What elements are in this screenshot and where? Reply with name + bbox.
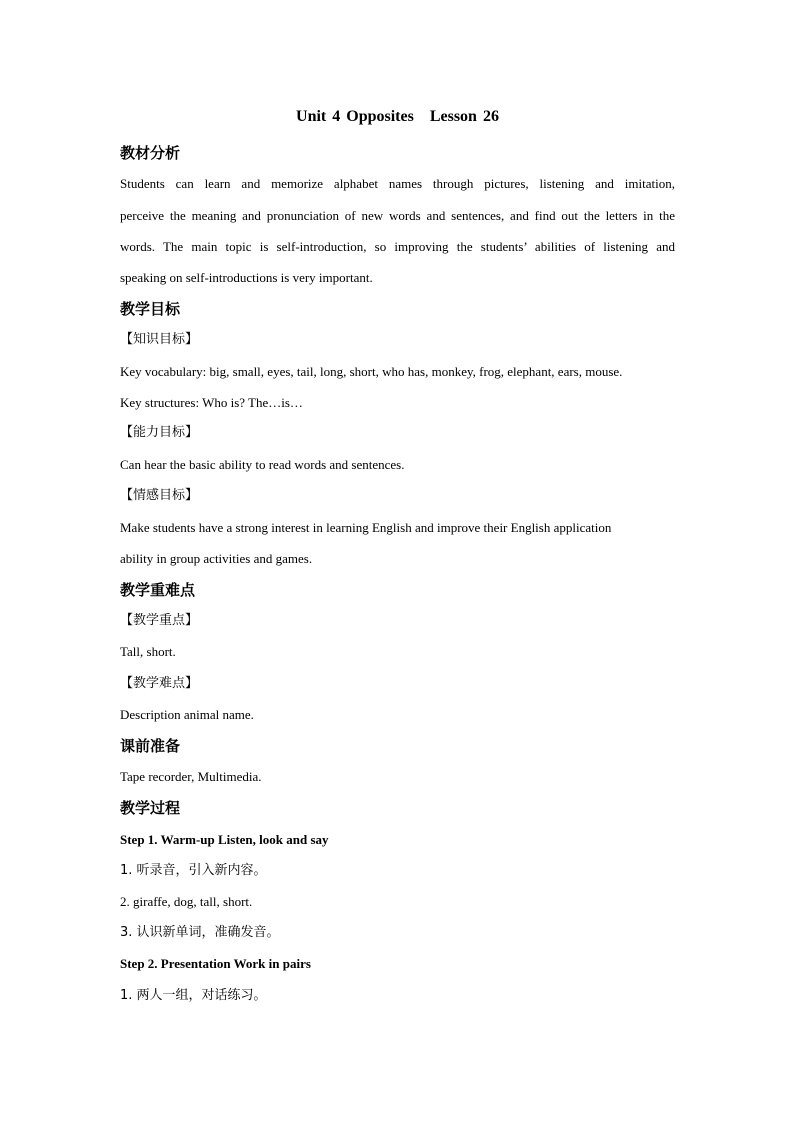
step1-title: Step 1. Warm-up Listen, look and say [120, 832, 329, 847]
heading-process: 教学过程 [120, 799, 181, 817]
step1-item-2: 2. giraffe, dog, tall, short. [120, 894, 253, 909]
knowledge-label: 【知识目标】 [120, 332, 199, 347]
document-title [120, 106, 675, 128]
step1-item-3: 3. 认识新单词，准确发音。 [120, 925, 280, 940]
difficulty-label: 【教学难点】 [120, 676, 199, 691]
analysis-line-3: words. The main topic is self-introduction, so improving the students’ abilities of listening and [120, 239, 675, 254]
analysis-line-2: perceive the meaning and pronunciation of new words and sentences, and find out the letters in the [120, 208, 675, 223]
heading-key-points: 教学重难点 [120, 581, 196, 599]
difficulty-line: Description animal name. [120, 707, 254, 722]
emotion-label: 【情感目标】 [120, 488, 199, 503]
emotion-line-2: ability in group activities and games. [120, 551, 313, 566]
step2-item-1: 1. 两人一组，对话练习。 [120, 988, 267, 1003]
preparation-line: Tape recorder, Multimedia. [120, 769, 262, 784]
focus-label: 【教学重点】 [120, 613, 199, 628]
analysis-line-4: speaking on self-introductions is very important. [120, 270, 373, 285]
knowledge-line-2: Key structures: Who is? The…is… [120, 395, 303, 410]
heading-objectives: 教学目标 [120, 300, 181, 318]
ability-label: 【能力目标】 [120, 425, 199, 440]
title-unit: Unit 4 Opposites [296, 108, 414, 125]
analysis-line-1: Students can learn and memorize alphabet names through pictures, listening and imitation, [120, 176, 675, 191]
heading-analysis: 教材分析 [120, 144, 181, 162]
step2-title: Step 2. Presentation Work in pairs [120, 956, 311, 971]
knowledge-line-1: Key vocabulary: big, small, eyes, tail, long, short, who has, monkey, frog, elephant, ears, mouse. [120, 364, 623, 379]
emotion-line-1: Make students have a strong interest in learning English and improve their English application [120, 520, 612, 535]
heading-preparation: 课前准备 [120, 737, 181, 755]
title-lesson: Lesson 26 [429, 108, 499, 125]
ability-line: Can hear the basic ability to read words and sentences. [120, 457, 405, 472]
focus-line: Tall, short. [120, 644, 176, 659]
step1-item-1: 1. 听录音，引入新内容。 [120, 863, 267, 878]
